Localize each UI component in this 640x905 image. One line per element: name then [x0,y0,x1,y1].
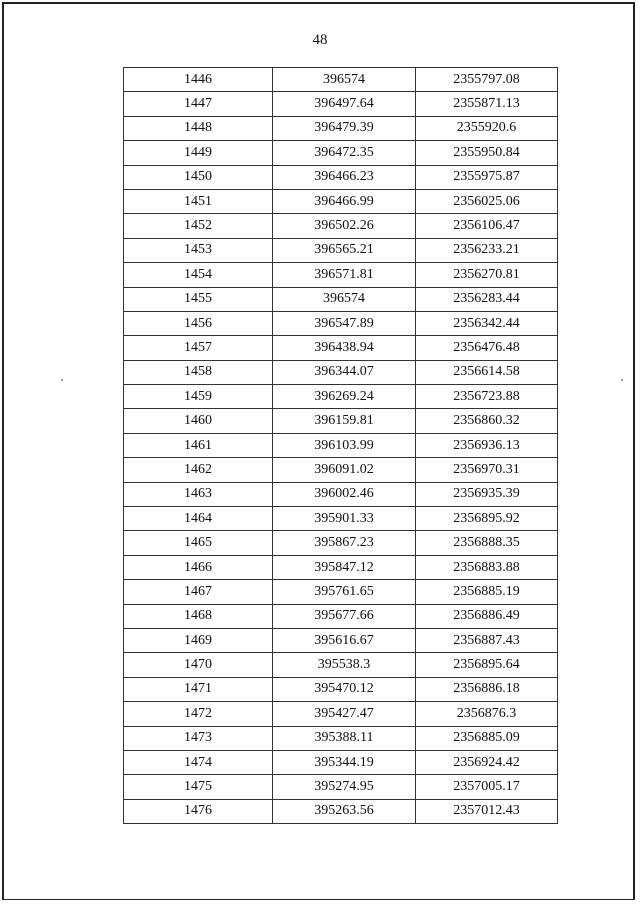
table-row [124,482,558,506]
point-number-cell: 1471 [124,677,273,701]
table-row [124,775,558,799]
point-number-cell: 1472 [124,702,273,726]
y-coordinate-cell: 2356342.44 [416,311,558,335]
x-coordinate-cell: 396547.89 [273,311,416,335]
point-number-cell: 1460 [124,409,273,433]
point-number-cell: 1463 [124,482,273,506]
table-row [124,726,558,750]
point-number-cell: 1448 [124,116,273,140]
y-coordinate-cell: 2356876.3 [416,702,558,726]
x-coordinate-cell: 396574 [273,68,416,92]
table-row [124,555,558,579]
x-coordinate-cell: 396269.24 [273,385,416,409]
x-coordinate-cell: 396344.07 [273,360,416,384]
y-coordinate-cell: 2356106.47 [416,214,558,238]
y-coordinate-cell: 2356887.43 [416,628,558,652]
y-coordinate-cell: 2355797.08 [416,68,558,92]
y-coordinate-cell: 2356270.81 [416,263,558,287]
x-coordinate-cell: 395761.65 [273,580,416,604]
point-number-cell: 1453 [124,238,273,262]
x-coordinate-cell: 395427.47 [273,702,416,726]
table-row [124,287,558,311]
table-row [124,385,558,409]
y-coordinate-cell: 2356025.06 [416,189,558,213]
y-coordinate-cell: 2356883.88 [416,555,558,579]
table-row [124,116,558,140]
y-coordinate-cell: 2356895.64 [416,653,558,677]
table-row [124,92,558,116]
point-number-cell: 1450 [124,165,273,189]
point-number-cell: 1459 [124,385,273,409]
x-coordinate-cell: 396565.21 [273,238,416,262]
point-number-cell: 1466 [124,555,273,579]
point-number-cell: 1454 [124,263,273,287]
x-coordinate-cell: 396571.81 [273,263,416,287]
table-row [124,702,558,726]
point-number-cell: 1455 [124,287,273,311]
point-number-cell: 1451 [124,189,273,213]
point-number-cell: 1458 [124,360,273,384]
y-coordinate-cell: 2356888.35 [416,531,558,555]
y-coordinate-cell: 2356886.18 [416,677,558,701]
table-row [124,141,558,165]
y-coordinate-cell: 2356283.44 [416,287,558,311]
point-number-cell: 1449 [124,141,273,165]
y-coordinate-cell: 2356885.09 [416,726,558,750]
x-coordinate-cell: 396159.81 [273,409,416,433]
point-number-cell: 1475 [124,775,273,799]
table-row [124,799,558,823]
x-coordinate-cell: 396466.23 [273,165,416,189]
table-row [124,604,558,628]
x-coordinate-cell: 395867.23 [273,531,416,555]
scan-speck [621,379,623,381]
table-row [124,653,558,677]
table-row [124,214,558,238]
point-number-cell: 1474 [124,750,273,774]
y-coordinate-cell: 2356614.58 [416,360,558,384]
coordinates-table-body [124,68,558,824]
table-row [124,238,558,262]
y-coordinate-cell: 2355920.6 [416,116,558,140]
x-coordinate-cell: 396472.35 [273,141,416,165]
x-coordinate-cell: 395847.12 [273,555,416,579]
y-coordinate-cell: 2356936.13 [416,433,558,457]
scan-speck [61,379,63,381]
point-number-cell: 1462 [124,458,273,482]
table-row [124,531,558,555]
point-number-cell: 1473 [124,726,273,750]
coordinates-table [123,67,558,824]
x-coordinate-cell: 395470.12 [273,677,416,701]
x-coordinate-cell: 396438.94 [273,336,416,360]
x-coordinate-cell: 396466.99 [273,189,416,213]
x-coordinate-cell: 396479.39 [273,116,416,140]
x-coordinate-cell: 396091.02 [273,458,416,482]
y-coordinate-cell: 2356895.92 [416,507,558,531]
point-number-cell: 1467 [124,580,273,604]
y-coordinate-cell: 2357012.43 [416,799,558,823]
y-coordinate-cell: 2356860.32 [416,409,558,433]
table-row [124,580,558,604]
point-number-cell: 1469 [124,628,273,652]
table-row [124,677,558,701]
table-row [124,311,558,335]
table-row [124,750,558,774]
table-row [124,628,558,652]
x-coordinate-cell: 395388.11 [273,726,416,750]
point-number-cell: 1468 [124,604,273,628]
x-coordinate-cell: 396002.46 [273,482,416,506]
point-number-cell: 1457 [124,336,273,360]
point-number-cell: 1464 [124,507,273,531]
point-number-cell: 1465 [124,531,273,555]
table-row [124,433,558,457]
point-number-cell: 1461 [124,433,273,457]
y-coordinate-cell: 2356970.31 [416,458,558,482]
y-coordinate-cell: 2356886.49 [416,604,558,628]
table-row [124,458,558,482]
x-coordinate-cell: 395263.56 [273,799,416,823]
x-coordinate-cell: 395344.19 [273,750,416,774]
point-number-cell: 1447 [124,92,273,116]
y-coordinate-cell: 2356723.88 [416,385,558,409]
y-coordinate-cell: 2356924.42 [416,750,558,774]
table-row [124,336,558,360]
point-number-cell: 1470 [124,653,273,677]
x-coordinate-cell: 395901.33 [273,507,416,531]
table-row [124,360,558,384]
x-coordinate-cell: 395616.67 [273,628,416,652]
point-number-cell: 1446 [124,68,273,92]
x-coordinate-cell: 396103.99 [273,433,416,457]
x-coordinate-cell: 395677.66 [273,604,416,628]
x-coordinate-cell: 395274.95 [273,775,416,799]
x-coordinate-cell: 396497.64 [273,92,416,116]
table-row [124,263,558,287]
page-number: 48 [312,32,328,48]
y-coordinate-cell: 2357005.17 [416,775,558,799]
y-coordinate-cell: 2356935.39 [416,482,558,506]
x-coordinate-cell: 396502.26 [273,214,416,238]
y-coordinate-cell: 2356885.19 [416,580,558,604]
point-number-cell: 1452 [124,214,273,238]
point-number-cell: 1476 [124,799,273,823]
point-number-cell: 1456 [124,311,273,335]
y-coordinate-cell: 2355975.87 [416,165,558,189]
table-row [124,507,558,531]
y-coordinate-cell: 2355871.13 [416,92,558,116]
table-row [124,409,558,433]
table-row [124,165,558,189]
y-coordinate-cell: 2356233.21 [416,238,558,262]
table-row [124,189,558,213]
y-coordinate-cell: 2356476.48 [416,336,558,360]
y-coordinate-cell: 2355950.84 [416,141,558,165]
table-row [124,68,558,92]
x-coordinate-cell: 395538.3 [273,653,416,677]
x-coordinate-cell: 396574 [273,287,416,311]
